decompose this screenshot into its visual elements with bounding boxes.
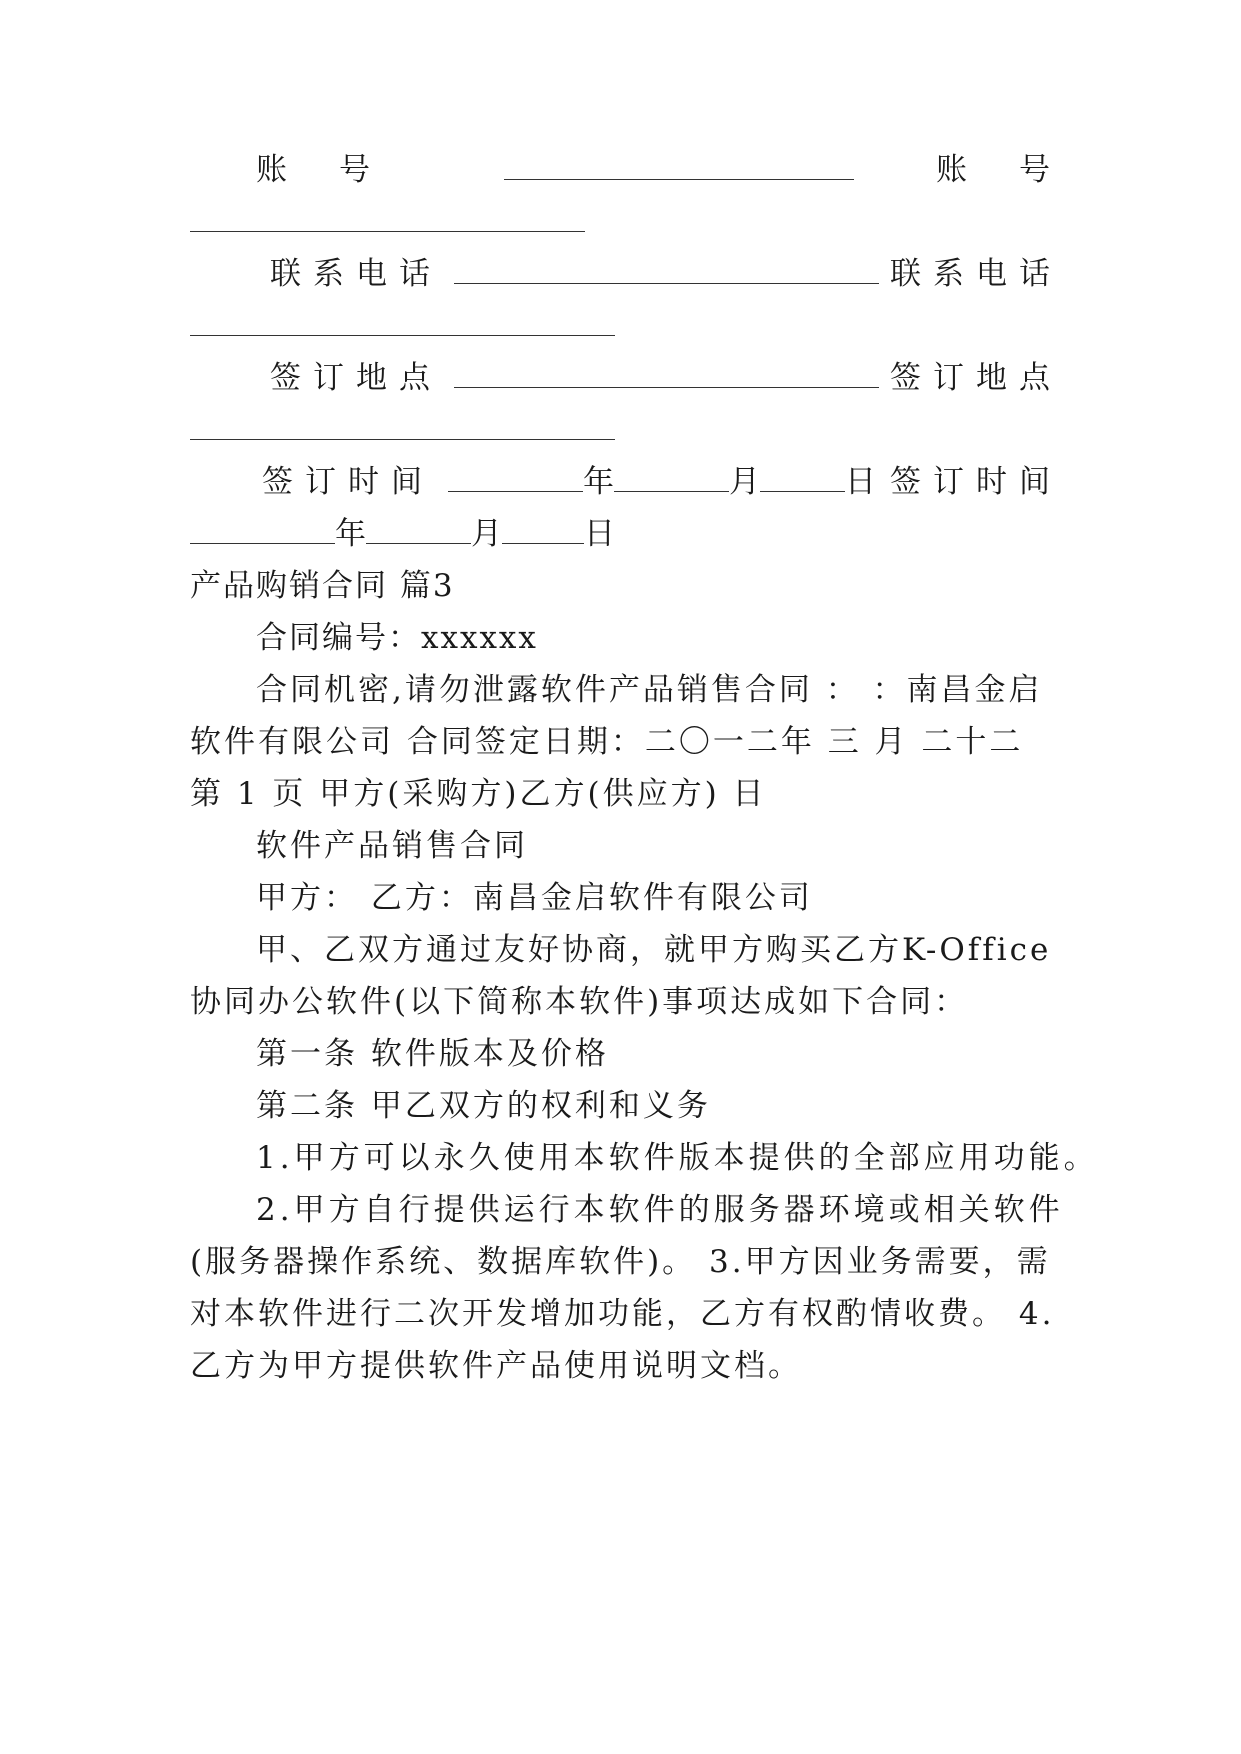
phone-blank-party-b	[190, 307, 615, 336]
phone-label-party-b: 联系电话	[890, 256, 1062, 292]
time-row	[190, 462, 1062, 502]
item-2-line-2: (服务器操作系统、数据库软件)。 3.甲方因业务需要，需	[190, 1244, 1051, 1280]
confidential-line-1: 合同机密,请勿泄露软件产品销售合同 ： ：南昌金启	[256, 672, 1043, 708]
place-label-party-b: 签订地点	[890, 360, 1062, 396]
time-date-party-b	[190, 514, 615, 554]
time-date-party-a	[448, 462, 876, 502]
year-blank-a	[448, 463, 583, 492]
year-char-b: 年	[335, 516, 366, 552]
time-label-party-a: 签订时间	[262, 464, 434, 500]
confidential-line-2: 软件有限公司 合同签定日期：二〇一二年 三 月 二十二	[190, 724, 1024, 760]
place-blank-party-a	[454, 359, 879, 388]
month-char-b: 月	[471, 516, 502, 552]
month-char-a: 月	[729, 464, 760, 500]
account-label-party-b: 账号	[936, 152, 1102, 188]
intro-line-1: 甲、乙双方通过友好协商，就甲方购买乙方K-Office	[256, 932, 1052, 968]
place-row	[190, 358, 1062, 398]
article-2: 第二条 甲乙双方的权利和义务	[256, 1088, 711, 1124]
contract-title: 软件产品销售合同	[256, 828, 528, 864]
item-2-line-1: 2.甲方自行提供运行本软件的服务器环境或相关软件	[256, 1192, 1064, 1228]
place-continuation	[190, 410, 1050, 450]
contract-number: 合同编号：xxxxxx	[256, 620, 538, 656]
place-label-party-a: 签订地点	[270, 360, 442, 396]
account-continuation	[190, 202, 1050, 242]
article-1: 第一条 软件版本及价格	[256, 1036, 609, 1072]
item-1: 1.甲方可以永久使用本软件版本提供的全部应用功能。	[256, 1140, 1099, 1176]
month-blank-b	[366, 515, 471, 544]
account-blank-party-a	[504, 151, 854, 180]
phone-label-party-a: 联系电话	[270, 256, 442, 292]
section-heading: 产品购销合同 篇3	[190, 568, 455, 604]
account-label-party-a: 账号	[256, 152, 422, 188]
place-blank-party-b	[190, 411, 615, 440]
parties-line: 甲方： 乙方：南昌金启软件有限公司	[256, 880, 813, 916]
time-label-party-b: 签订时间	[890, 464, 1062, 500]
day-char-a: 日	[845, 464, 876, 500]
intro-line-2: 协同办公软件(以下简称本软件)事项达成如下合同：	[190, 984, 969, 1020]
month-blank-a	[614, 463, 729, 492]
item-2-line-3: 对本软件进行二次开发增加功能，乙方有权酌情收费。 4.	[190, 1296, 1055, 1332]
day-char-b: 日	[584, 516, 615, 552]
day-blank-a	[760, 463, 845, 492]
year-blank-b	[190, 515, 335, 544]
item-2-line-4: 乙方为甲方提供软件产品使用说明文档。	[190, 1348, 802, 1384]
account-row	[190, 150, 1102, 190]
day-blank-b	[502, 515, 584, 544]
year-char-a: 年	[583, 464, 614, 500]
phone-row	[190, 254, 1062, 294]
phone-continuation	[190, 306, 1050, 346]
phone-blank-party-a	[454, 255, 879, 284]
confidential-line-3: 第 1 页 甲方(采购方)乙方(供应方) 日	[190, 776, 767, 812]
account-blank-party-b	[190, 203, 585, 232]
time-continuation	[190, 514, 1050, 554]
